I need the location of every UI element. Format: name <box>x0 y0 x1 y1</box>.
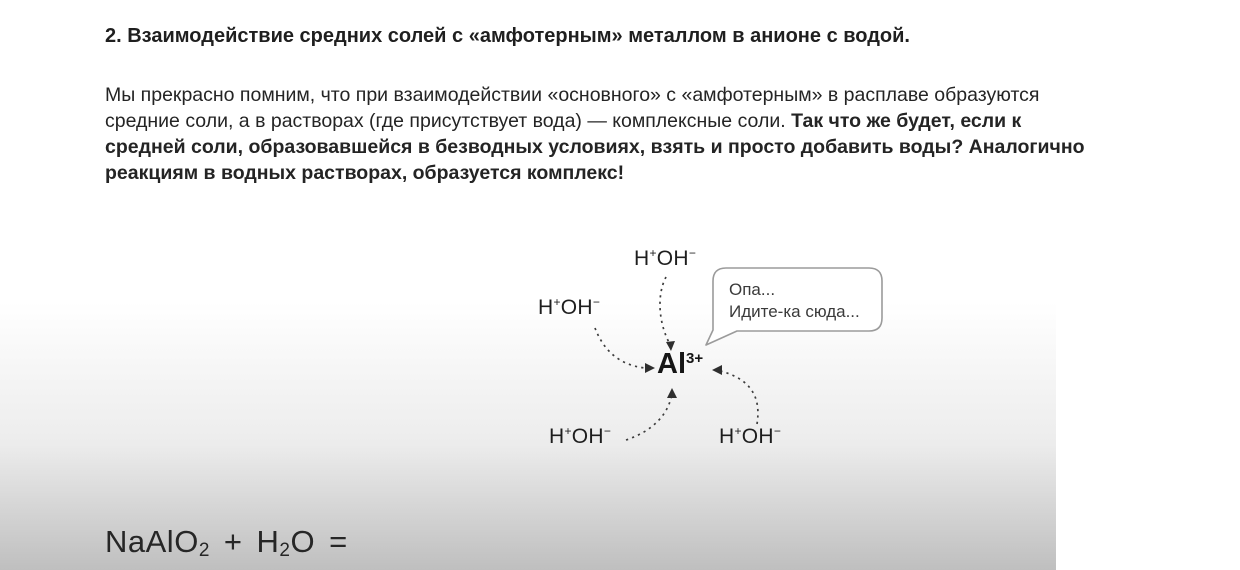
ion-charge-minus: − <box>592 295 601 309</box>
ion-charge-plus: + <box>649 246 657 260</box>
water-ion-label-bottom-right <box>719 424 781 449</box>
equation-subscript: 2 <box>198 540 210 561</box>
arrowhead-left-icon <box>712 365 722 375</box>
dashed-arrow-bottom-left <box>626 393 672 440</box>
water-ion-label-top <box>634 246 696 271</box>
ion-text: H <box>719 425 735 448</box>
ion-text: H <box>634 247 650 270</box>
ion-text: OH <box>571 425 604 448</box>
ion-charge-plus: + <box>564 424 572 438</box>
equation-term-o: O <box>290 524 316 559</box>
ion-charge-minus: − <box>688 246 697 260</box>
ion-text: OH <box>741 425 774 448</box>
ion-text: H <box>549 425 565 448</box>
plus-operator: + <box>223 524 243 559</box>
chemical-equation <box>105 524 362 562</box>
central-aluminum-ion-label <box>657 348 703 381</box>
equation-term-h: H <box>256 524 280 559</box>
equation-subscript: 2 <box>279 540 291 561</box>
water-ion-label-bottom-left <box>549 424 611 449</box>
speech-bubble-line: Идите-ка сюда... <box>729 302 860 321</box>
equation-term-naalo: NaAlO <box>105 524 199 559</box>
dashed-arrow-left <box>595 328 645 368</box>
ion-text: OH <box>560 296 593 319</box>
paragraph-text-bold: средней соли, образовавшейся в безводных условиях, взять и просто добавить воды? Аналогично <box>105 136 1085 158</box>
speech-bubble-text <box>729 279 860 323</box>
paragraph-text-bold: Так что же будет, если к <box>791 110 1022 132</box>
paragraph-text: средние соли, а в растворах (где присутствует вода) — комплексные соли. <box>105 110 792 132</box>
dashed-arrow-bottom-right <box>716 370 758 424</box>
ion-charge-plus: + <box>553 295 561 309</box>
dashed-arrow-top <box>660 277 671 346</box>
arrowhead-right-icon <box>645 363 655 373</box>
ion-text: OH <box>656 247 689 270</box>
aluminum-symbol: Al <box>657 348 686 380</box>
ion-charge-minus: − <box>773 424 782 438</box>
arrowhead-up-icon <box>667 388 677 398</box>
ion-text: H <box>538 296 554 319</box>
ion-charge-plus: + <box>734 424 742 438</box>
paragraph-text-bold: реакциям в водных растворах, образуется комплекс! <box>105 162 625 184</box>
water-ion-label-left <box>538 295 600 320</box>
speech-bubble-line: Опа... <box>729 280 776 299</box>
ion-charge-minus: − <box>603 424 612 438</box>
section-heading: 2. Взаимодействие средних солей с «амфотерным» металлом в анионе с водой. <box>105 25 910 47</box>
equals-sign: = <box>329 524 348 559</box>
aluminum-charge: 3+ <box>686 350 704 367</box>
paragraph-text: Мы прекрасно помним, что при взаимодействии «основного» с «амфотерным» в расплаве образуются <box>105 84 1040 106</box>
